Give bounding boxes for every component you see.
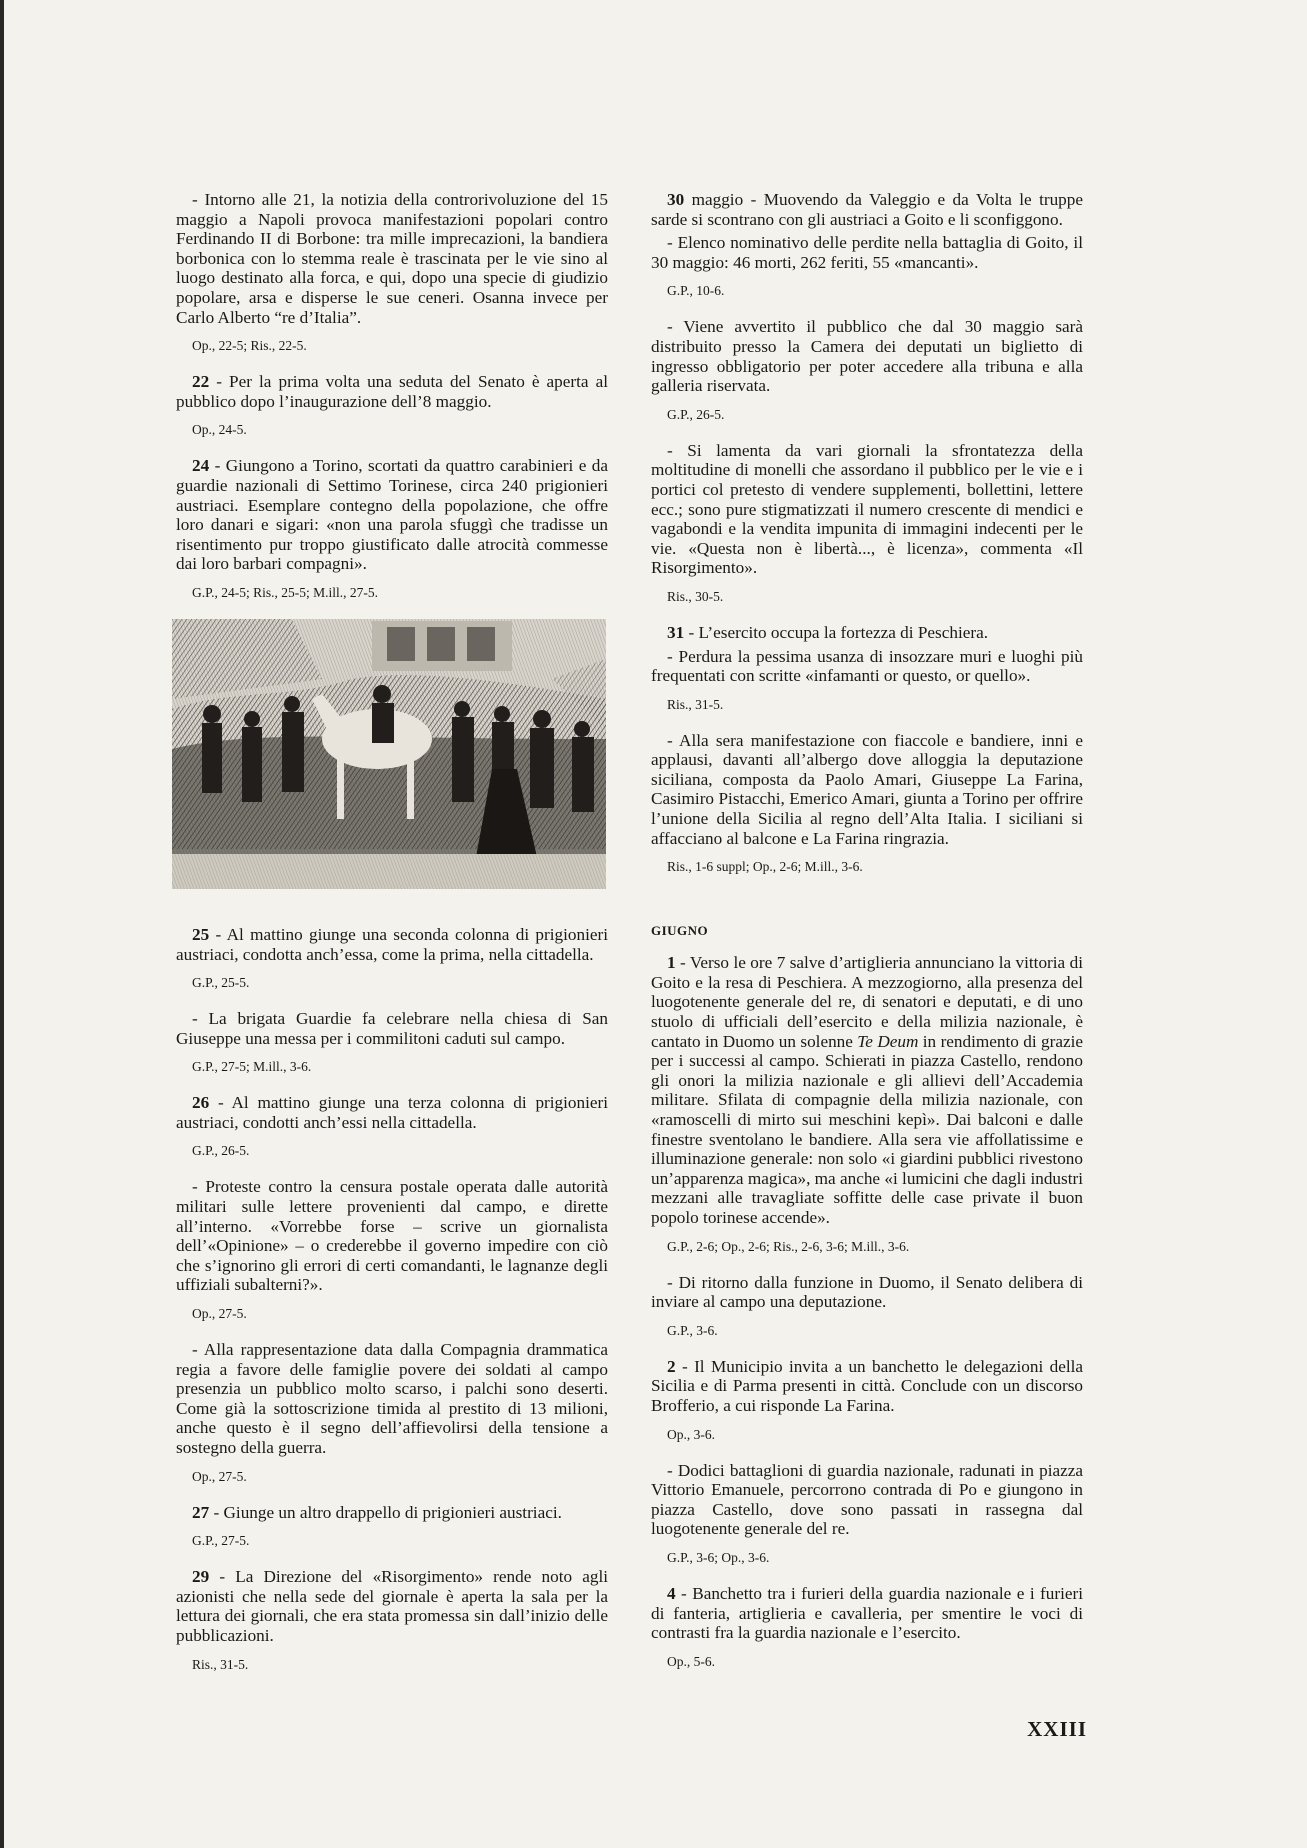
- entry: 30 maggio - Muovendo da Valeggio e da Volta le truppe sarde si scontrano con gli austriaci a Goito e li sconfiggono.: [651, 190, 1083, 229]
- source-citation: G.P., 10-6.: [667, 283, 725, 299]
- entry-date: 2: [667, 1356, 676, 1376]
- entry: - Proteste contro la censura postale operata dalle autorità militari sulle lettere provenienti dal campo, e dirette all’interno. «Vorrebbe forse – scrive un giornalista dell’«Opinione» – o crederebbe il governo impedire con ciò che s’ignorino gli errori di certi comandanti, le lagnanze degli uffiziali subalterni?».: [176, 1177, 608, 1295]
- entry: 22 - Per la prima volta una seduta del Senato è aperta al pubblico dopo l’inaugurazione dell’8 maggio.: [176, 372, 608, 411]
- source-citation: G.P., 26-5.: [667, 406, 725, 422]
- source-citation: G.P., 24-5; Ris., 25-5; M.ill., 27-5.: [192, 584, 379, 600]
- source-citation: Op., 27-5.: [192, 1468, 247, 1484]
- entry: 1 - Verso le ore 7 salve d’artiglieria annunciano la vittoria di Goito e la resa di Peschiera. A mezzogiorno, alla presenza del luogotenente generale del re, di senatori e deputati, e di uno stuolo di ufficiali dell’esercito e della milizia nazionale, è cantato in Duomo un solenne Te Deum in rendimento di grazie per i successi al campo. Schierati in piazza Castello, rendono gli onori la milizia nazionale e gli allievi dell’Accademia militare. Sfilata di compagnie della milizia nazionale, con «ramoscelli di mirto sui meschini kepì». Dai balconi e dalle finestre sventolano le bandiere. Alla sera vie affollatissime e illuminazione generale: non solo «i giardini pubblici rivestono un’apparenza magica», ma anche «i lumicini che dagli industri mezzani alle travagliate soffitte delle case private il buon popolo torinese accende».: [651, 953, 1084, 1227]
- entry: - Si lamenta da vari giornali la sfrontatezza della moltitudine di monelli che assordano il pubblico per le vie e i portici col pretesto di vendere supplementi, bollettini, lettere ecc.; sono pure stigmatizzati il numero crescente di mendici e vagabondi e la vendita impunita di immagini indecenti per le vie. «Questa non è libertà..., è licenza», commenta «Il Risorgimento».: [651, 440, 1083, 578]
- entry: - Di ritorno dalla funzione in Duomo, il Senato delibera di inviare al campo una deputazione.: [651, 1272, 1083, 1312]
- entry: - Intorno alle 21, la notizia della controrivoluzione del 15 maggio a Napoli provoca manifestazioni popolari contro Ferdinando II di Borbone: tra mille imprecazioni, la bandiera borbonica con lo stemma reale è trascinata per le vie sino al luogo destinato alla forca, e qui, dopo una specie di giudizio popolare, arsa e disperse le sue ceneri. Osanna invece per Carlo Alberto “re d’Italia”.: [176, 190, 608, 327]
- entry-date: 25: [192, 924, 210, 944]
- source-citation: G.P., 27-5; M.ill., 3-6.: [192, 1059, 312, 1075]
- engraving-illustration: [172, 619, 606, 889]
- source-citation: Op., 5-6.: [667, 1653, 715, 1669]
- entry-date: 31: [667, 622, 685, 642]
- entry-date: 4: [667, 1583, 676, 1603]
- entry: - Dodici battaglioni di guardia nazionale, radunati in piazza Vittorio Emanuele, percorrono contrada di Po e giungono in piazza Castello, dove sono passati in rassegna dal luogotenente generale del re.: [651, 1460, 1083, 1539]
- entry: - La brigata Guardie fa celebrare nella chiesa di San Giuseppe una messa per i commilitoni caduti sul campo.: [176, 1009, 608, 1048]
- entry-date: 26: [192, 1093, 210, 1113]
- source-citation: Ris., 31-5.: [192, 1656, 249, 1672]
- entry: 27 - Giunge un altro drappello di prigionieri austriaci.: [192, 1502, 562, 1522]
- entry: 4 - Banchetto tra i furieri della guardia nazionale e i furieri di fanteria, artiglieria e cavalleria, per smentire le voci di contrasti fra la guardia nazionale e l’esercito.: [651, 1583, 1083, 1643]
- te-deum: Te Deum: [857, 1031, 919, 1051]
- source-citation: Ris., 30-5.: [667, 588, 724, 604]
- source-citation: G.P., 26-5.: [192, 1143, 250, 1159]
- source-citation: Ris., 1-6 suppl; Op., 2-6; M.ill., 3-6.: [667, 859, 863, 875]
- source-citation: G.P., 25-5.: [192, 975, 250, 991]
- page-number: XXIII: [1027, 1717, 1087, 1741]
- source-citation: G.P., 3-6.: [667, 1322, 718, 1338]
- month-heading: GIUGNO: [651, 923, 709, 939]
- source-citation: Op., 27-5.: [192, 1306, 247, 1322]
- entry-date: 27: [192, 1502, 210, 1522]
- entry: - Elenco nominativo delle perdite nella battaglia di Goito, il 30 maggio: 46 morti, 262 feriti, 55 «mancanti».: [651, 233, 1083, 272]
- source-citation: Op., 3-6.: [667, 1426, 715, 1442]
- right-column: [651, 190, 1083, 1688]
- entry-date: 1: [667, 953, 676, 973]
- entry: 31 - L’esercito occupa la fortezza di Peschiera.: [667, 622, 988, 642]
- entry-date: 29: [192, 1567, 210, 1587]
- page-edge: [0, 0, 4, 1848]
- source-citation: Op., 24-5.: [192, 422, 247, 438]
- left-column: [176, 190, 608, 1691]
- entry-date: 30: [667, 190, 685, 209]
- entry-date: 24: [192, 456, 210, 476]
- entry: 25 - Al mattino giunge una seconda colonna di prigionieri austriaci, condotta anch’essa, come la prima, nella cittadella.: [176, 924, 608, 964]
- source-citation: G.P., 3-6; Op., 3-6.: [667, 1549, 770, 1565]
- entry: - Alla rappresentazione data dalla Compagnia drammatica regia a favore delle famiglie povere dei soldati al campo presenzia un pubblico molto scarso, i palchi sono deserti. Come già la sottoscrizione timida al prestito di 13 milioni, anche questo è il segno dell’affievolirsi della tensione a sostegno della guerra.: [176, 1340, 608, 1457]
- entry: 26 - Al mattino giunge una terza colonna di prigionieri austriaci, condotti anch’essi nella cittadella.: [176, 1093, 608, 1132]
- entry: 29 - La Direzione del «Risorgimento» rende noto agli azionisti che nella sede del giornale è aperta la sala per la lettura dei giornali, che era stata promessa sin dall’inizio delle pubblicazioni.: [176, 1567, 608, 1645]
- entry: - Viene avvertito il pubblico che dal 30 maggio sarà distribuito presso la Camera dei deputati un biglietto di ingresso obbligatorio per poter accedere alla tribuna e alla galleria riservata.: [651, 317, 1083, 396]
- source-citation: G.P., 2-6; Op., 2-6; Ris., 2-6, 3-6; M.ill., 3-6.: [667, 1238, 910, 1254]
- source-citation: G.P., 27-5.: [192, 1533, 250, 1549]
- entry-date: 22: [192, 372, 210, 392]
- entry: 2 - Il Municipio invita a un banchetto le delegazioni della Sicilia e di Parma presenti in città. Conclude con un discorso Brofferio, a cui risponde La Farina.: [651, 1356, 1083, 1415]
- source-citation: Ris., 31-5.: [667, 696, 724, 712]
- entry: - Perdura la pessima usanza di insozzare muri e luoghi più frequentati con scritte «infamanti or questo, or quello».: [651, 646, 1083, 686]
- source-citation: Op., 22-5; Ris., 22-5.: [192, 338, 307, 354]
- entry: 24 - Giungono a Torino, scortati da quattro carabinieri e da guardie nazionali di Settimo Torinese, circa 240 prigionieri austriaci. Esemplare contegno della popolazione, che offre loro danari e sigari: «non una parola sfuggì che tradisse un risentimento pur troppo giustificato dalle atrocità commesse dai loro barbari compagni».: [176, 456, 608, 574]
- entry: - Alla sera manifestazione con fiaccole e bandiere, inni e applausi, davanti all’albergo dove alloggia la deputazione siciliana, composta da Paolo Amari, Giuseppe La Farina, Casimiro Pistacchi, Emerico Amari, giunta a Torino per offrire l’unione della Sicilia al regno dell’Alta Italia. I siciliani si affacciano al balcone e La Farina ringrazia.: [651, 730, 1083, 848]
